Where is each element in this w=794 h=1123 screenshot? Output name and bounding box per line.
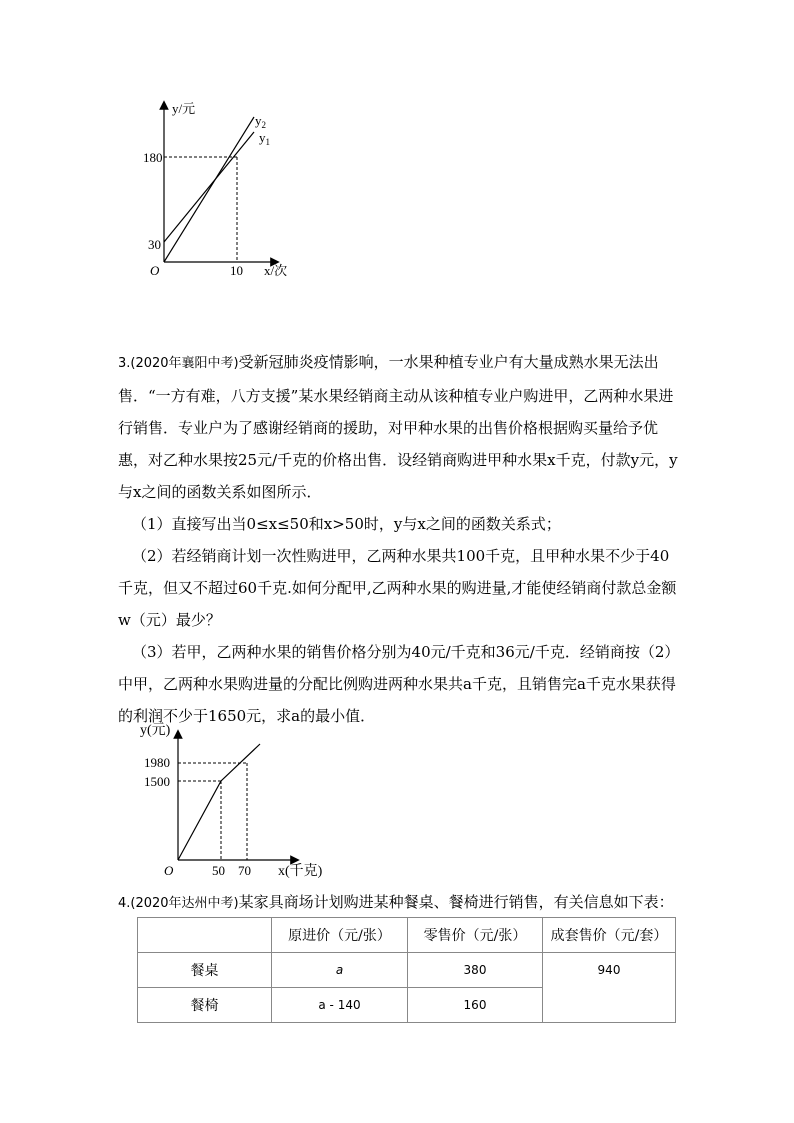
header-empty <box>138 918 272 953</box>
figure-1-graph <box>140 95 310 285</box>
problem-4-stem-text: 某家具商场计划购进某种餐桌、餐椅进行销售，有关信息如下表： <box>238 893 674 911</box>
row-cost: a <box>272 953 408 988</box>
row-name: 餐桌 <box>138 953 272 988</box>
figure-2-graph <box>140 718 340 883</box>
table-row <box>138 953 676 988</box>
x-axis-label: x(千克) <box>278 864 323 879</box>
table-header-row <box>138 918 676 953</box>
y-tick-30: 30 <box>148 237 161 252</box>
set-price-cell: 940 <box>543 953 676 1023</box>
problem-3-source: (2020年襄阳中考) <box>130 356 239 371</box>
problem-4-number: 4. <box>118 896 131 911</box>
y-tick-1980: 1980 <box>144 755 170 770</box>
furniture-info-table <box>137 917 676 1023</box>
x-tick-70: 70 <box>238 863 251 878</box>
problem-4-source: (2020年达州中考) <box>130 896 239 911</box>
line-label-y1: $y_1$ <box>259 130 270 147</box>
row-name: 餐椅 <box>138 988 272 1023</box>
line-y1 <box>164 132 254 242</box>
problem-3 <box>118 346 678 732</box>
x-axis-label: x/次 <box>264 263 288 278</box>
problem-3-stem <box>118 346 678 508</box>
y-axis-label: y/元 <box>172 101 196 116</box>
line-y2 <box>164 117 254 262</box>
origin-label: O <box>164 863 174 878</box>
y-tick-1500: 1500 <box>144 774 170 789</box>
question-2: （2）若经销商计划一次性购进甲，乙两种水果共100千克，且甲种水果不少于40千克，但又不超过60千克.如何分配甲,乙两种水果的购进量,才能使经销商付款总金额w（元）最少？ <box>118 547 677 629</box>
question-3: （3）若甲，乙两种水果的销售价格分别为40元/千克和36元/千克．经销商按（2）中甲，乙两种水果购进量的分配比例购进两种水果共a千克，且销售完a千克水果获得的利润不少于1650元，求a的最小值． <box>118 643 676 725</box>
header-retail: 零售价（元/张） <box>408 918 543 953</box>
row-retail: 380 <box>408 953 543 988</box>
y-tick-180: 180 <box>143 150 163 165</box>
question-1: （1）直接写出当0≤x≤50和x>50时，y与x之间的函数关系式； <box>132 515 561 533</box>
x-tick-50: 50 <box>212 863 225 878</box>
line-y <box>178 744 260 860</box>
x-tick-10: 10 <box>230 263 243 278</box>
origin-label: O <box>150 263 160 278</box>
header-set-price: 成套售价（元/套） <box>543 918 676 953</box>
problem-4 <box>118 886 678 920</box>
y-axis-label: y(元) <box>140 723 171 738</box>
row-cost: a - 140 <box>272 988 408 1023</box>
problem-4-stem <box>118 886 678 920</box>
problem-3-stem-text: 受新冠肺炎疫情影响，一水果种植专业户有大量成熟水果无法出售．“一方有难，八方支援”某水果经销商主动从该种植专业户购进甲，乙两种水果进行销售．专业户为了感谢经销商的援助，对甲种水果的出售价格根据购买量给予优惠，对乙种水果按25元/千克的价格出售．设经销商购进甲种水果x千克，付款y元，y与x之间的函数关系如图所示． <box>118 353 678 501</box>
problem-3-number: 3. <box>118 356 131 371</box>
header-cost: 原进价（元/张） <box>272 918 408 953</box>
row-retail: 160 <box>408 988 543 1023</box>
line-label-y2: $y_2$ <box>255 113 266 130</box>
